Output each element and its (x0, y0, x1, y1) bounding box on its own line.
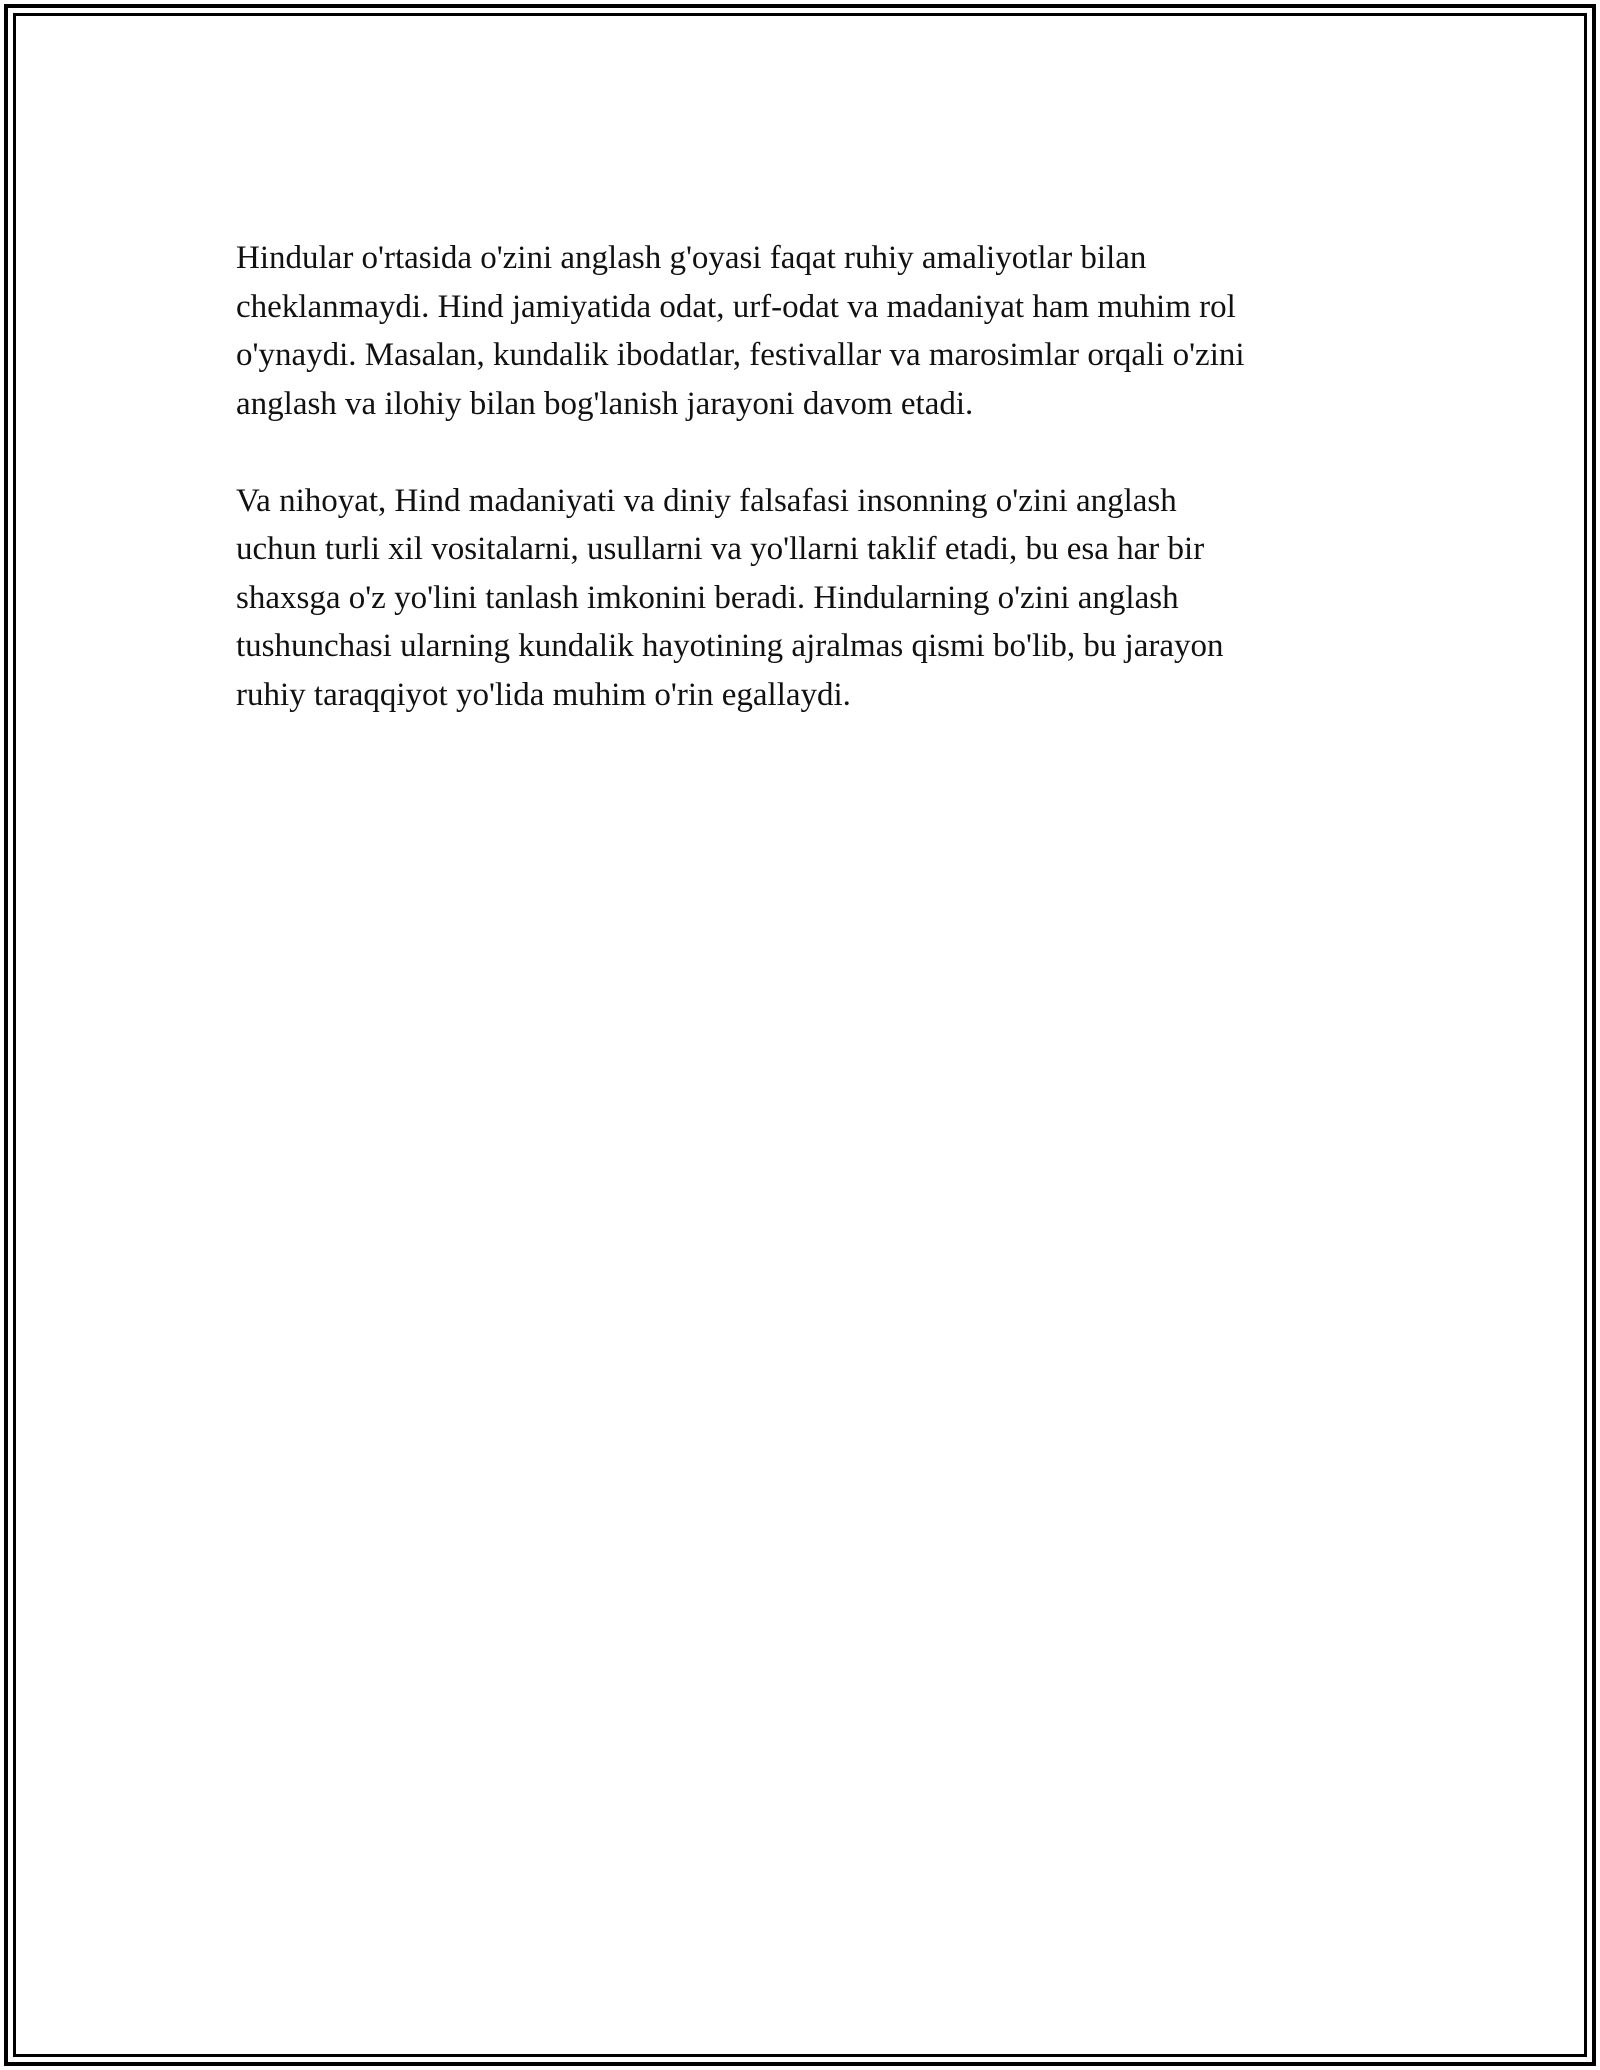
text-line: anglash va ilohiy bilan bog'lanish jarayoni davom etadi. (236, 385, 974, 422)
text-line: ruhiy taraqqiyot yo'lida muhim o'rin egallaydi. (236, 676, 851, 713)
paragraph-2 (236, 477, 1386, 720)
text-line: uchun turli xil vositalarni, usullarni va yo'llarni taklif etadi, bu esa har bir (236, 531, 1205, 567)
text-line: o'ynaydi. Masalan, kundalik ibodatlar, festivallar va marosimlar orqali o'zini (236, 337, 1245, 373)
text-line: cheklanmaydi. Hind jamiyatida odat, urf-odat va madaniyat ham muhim rol (236, 288, 1236, 325)
text-line: tushunchasi ularning kundalik hayotining ajralmas qismi bo'lib, bu jarayon (236, 628, 1224, 664)
text-line: Hindular o'rtasida o'zini anglash g'oyasi faqat ruhiy amaliyotlar bilan (236, 240, 1147, 276)
document-body (236, 234, 1386, 768)
paragraph-1 (236, 234, 1386, 428)
text-line: shaxsga o'z yo'lini tanlash imkonini beradi. Hindularning o'zini anglash (236, 579, 1179, 616)
text-line: Va nihoyat, Hind madaniyati va diniy falsafasi insonning o'zini anglash (236, 482, 1177, 519)
